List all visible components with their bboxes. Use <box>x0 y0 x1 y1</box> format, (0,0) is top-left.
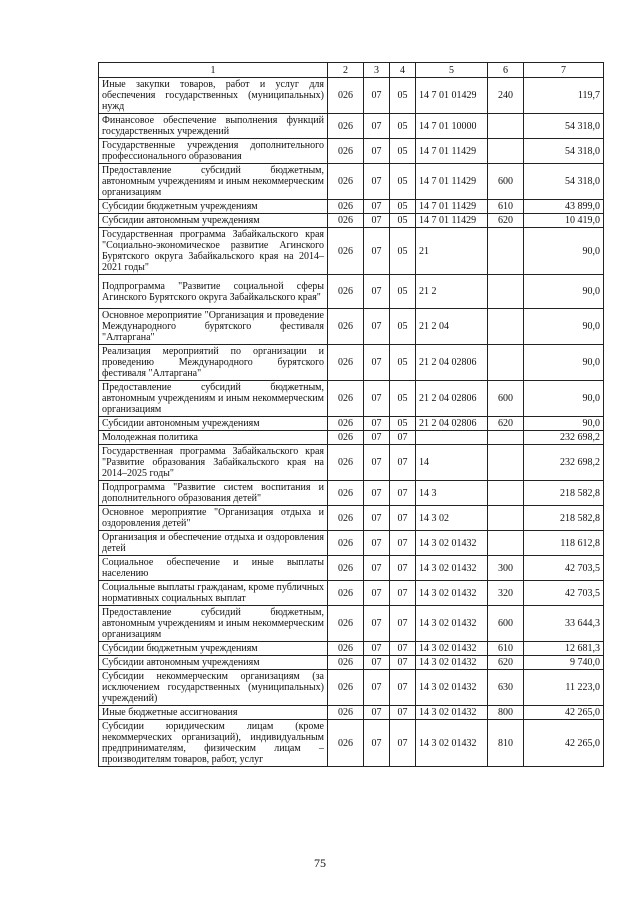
expense-type-code: 300 <box>488 556 524 581</box>
amount: 42 265,0 <box>524 706 604 720</box>
expense-type-code: 800 <box>488 706 524 720</box>
expense-type-code: 240 <box>488 78 524 114</box>
item-name: Субсидии бюджетным учреждениям <box>99 200 328 214</box>
item-name: Молодежная политика <box>99 431 328 445</box>
section-code: 07 <box>364 309 390 345</box>
ministry-code: 026 <box>328 720 364 767</box>
section-code: 07 <box>364 506 390 531</box>
ministry-code: 026 <box>328 114 364 139</box>
target-article-code: 14 7 01 11429 <box>416 214 488 228</box>
table-row <box>99 481 604 506</box>
amount: 43 899,0 <box>524 200 604 214</box>
amount: 54 318,0 <box>524 164 604 200</box>
table-row <box>99 200 604 214</box>
target-article-code: 14 7 01 11429 <box>416 139 488 164</box>
expense-type-code <box>488 431 524 445</box>
ministry-code: 026 <box>328 417 364 431</box>
target-article-code: 21 2 <box>416 275 488 309</box>
subsection-code: 05 <box>390 214 416 228</box>
section-code: 07 <box>364 581 390 606</box>
amount: 90,0 <box>524 381 604 417</box>
expense-type-code: 620 <box>488 417 524 431</box>
item-name: Субсидии бюджетным учреждениям <box>99 642 328 656</box>
ministry-code: 026 <box>328 445 364 481</box>
ministry-code: 026 <box>328 200 364 214</box>
target-article-code: 14 3 02 <box>416 506 488 531</box>
subsection-code: 05 <box>390 345 416 381</box>
expense-type-code <box>488 228 524 275</box>
item-name: Предоставление субсидий бюджетным, автономным учреждениям и иным некоммерческим организациям <box>99 606 328 642</box>
subsection-code: 07 <box>390 531 416 556</box>
amount: 42 265,0 <box>524 720 604 767</box>
target-article-code: 14 3 02 01432 <box>416 656 488 670</box>
amount: 232 698,2 <box>524 445 604 481</box>
amount: 90,0 <box>524 228 604 275</box>
table-row <box>99 431 604 445</box>
amount: 10 419,0 <box>524 214 604 228</box>
amount: 232 698,2 <box>524 431 604 445</box>
amount: 118 612,8 <box>524 531 604 556</box>
item-name: Субсидии автономным учреждениям <box>99 417 328 431</box>
ministry-code: 026 <box>328 606 364 642</box>
table-row <box>99 706 604 720</box>
item-name: Субсидии автономным учреждениям <box>99 214 328 228</box>
item-name: Иные бюджетные ассигнования <box>99 706 328 720</box>
table-row <box>99 139 604 164</box>
table-row <box>99 345 604 381</box>
item-name: Субсидии некоммерческим организациям (за исключением государственных (муниципальных) учреждений) <box>99 670 328 706</box>
subsection-code: 07 <box>390 445 416 481</box>
table-row <box>99 164 604 200</box>
column-header: 7 <box>524 63 604 78</box>
item-name: Социальное обеспечение и иные выплаты населению <box>99 556 328 581</box>
ministry-code: 026 <box>328 506 364 531</box>
subsection-code: 07 <box>390 581 416 606</box>
expense-type-code: 630 <box>488 670 524 706</box>
target-article-code: 14 3 02 01432 <box>416 642 488 656</box>
expense-type-code <box>488 309 524 345</box>
table-row <box>99 275 604 309</box>
amount: 42 703,5 <box>524 556 604 581</box>
section-code: 07 <box>364 431 390 445</box>
expense-type-code <box>488 345 524 381</box>
item-name: Реализация мероприятий по организации и проведению Международного бурятского фестиваля "Алтаргана" <box>99 345 328 381</box>
section-code: 07 <box>364 214 390 228</box>
section-code: 07 <box>364 531 390 556</box>
section-code: 07 <box>364 706 390 720</box>
budget-table <box>98 62 604 767</box>
amount: 54 318,0 <box>524 114 604 139</box>
item-name: Субсидии автономным учреждениям <box>99 656 328 670</box>
section-code: 07 <box>364 78 390 114</box>
ministry-code: 026 <box>328 139 364 164</box>
ministry-code: 026 <box>328 78 364 114</box>
table-row <box>99 720 604 767</box>
ministry-code: 026 <box>328 670 364 706</box>
ministry-code: 026 <box>328 481 364 506</box>
column-header: 6 <box>488 63 524 78</box>
item-name: Организация и обеспечение отдыха и оздоровления детей <box>99 531 328 556</box>
subsection-code: 07 <box>390 431 416 445</box>
section-code: 07 <box>364 670 390 706</box>
section-code: 07 <box>364 345 390 381</box>
item-name: Предоставление субсидий бюджетным, автономным учреждениям и иным некоммерческим организациям <box>99 381 328 417</box>
subsection-code: 07 <box>390 720 416 767</box>
target-article-code: 14 7 01 11429 <box>416 164 488 200</box>
target-article-code: 14 7 01 10000 <box>416 114 488 139</box>
table-row <box>99 506 604 531</box>
item-name: Подпрограмма "Развитие социальной сферы Агинского Бурятского округа Забайкальского края" <box>99 275 328 309</box>
target-article-code: 14 <box>416 445 488 481</box>
subsection-code: 05 <box>390 417 416 431</box>
section-code: 07 <box>364 445 390 481</box>
amount: 33 644,3 <box>524 606 604 642</box>
amount: 54 318,0 <box>524 139 604 164</box>
subsection-code: 07 <box>390 670 416 706</box>
subsection-code: 05 <box>390 78 416 114</box>
table-row <box>99 78 604 114</box>
expense-type-code: 620 <box>488 214 524 228</box>
subsection-code: 05 <box>390 139 416 164</box>
section-code: 07 <box>364 164 390 200</box>
amount: 119,7 <box>524 78 604 114</box>
section-code: 07 <box>364 228 390 275</box>
table-row <box>99 670 604 706</box>
expense-type-code <box>488 531 524 556</box>
table-row <box>99 606 604 642</box>
subsection-code: 05 <box>390 114 416 139</box>
subsection-code: 05 <box>390 164 416 200</box>
subsection-code: 05 <box>390 228 416 275</box>
target-article-code: 21 2 04 <box>416 309 488 345</box>
subsection-code: 07 <box>390 656 416 670</box>
subsection-code: 07 <box>390 606 416 642</box>
item-name: Социальные выплаты гражданам, кроме публичных нормативных социальных выплат <box>99 581 328 606</box>
column-header: 2 <box>328 63 364 78</box>
section-code: 07 <box>364 556 390 581</box>
target-article-code: 14 3 02 01432 <box>416 706 488 720</box>
expense-type-code: 600 <box>488 164 524 200</box>
item-name: Государственные учреждения дополнительного профессионального образования <box>99 139 328 164</box>
subsection-code: 05 <box>390 275 416 309</box>
section-code: 07 <box>364 275 390 309</box>
amount: 42 703,5 <box>524 581 604 606</box>
amount: 218 582,8 <box>524 506 604 531</box>
item-name: Иные закупки товаров, работ и услуг для обеспечения государственных (муниципальных) нужд <box>99 78 328 114</box>
ministry-code: 026 <box>328 164 364 200</box>
ministry-code: 026 <box>328 556 364 581</box>
table-row <box>99 642 604 656</box>
expense-type-code: 620 <box>488 656 524 670</box>
item-name: Финансовое обеспечение выполнения функций государственных учреждений <box>99 114 328 139</box>
ministry-code: 026 <box>328 581 364 606</box>
subsection-code: 07 <box>390 481 416 506</box>
amount: 218 582,8 <box>524 481 604 506</box>
ministry-code: 026 <box>328 214 364 228</box>
table-row <box>99 381 604 417</box>
item-name: Государственная программа Забайкальского края "Развитие образования Забайкальского края на 2014–2025 годы" <box>99 445 328 481</box>
table-row <box>99 581 604 606</box>
item-name: Государственная программа Забайкальского края "Социально-экономическое развитие Агинского Бурятского округа Забайкальского края на 2014–2021 годы" <box>99 228 328 275</box>
subsection-code: 07 <box>390 642 416 656</box>
ministry-code: 026 <box>328 656 364 670</box>
expense-type-code <box>488 275 524 309</box>
target-article-code: 14 3 02 01432 <box>416 531 488 556</box>
item-name: Основное мероприятие "Организация отдыха и оздоровления детей" <box>99 506 328 531</box>
section-code: 07 <box>364 642 390 656</box>
column-header: 5 <box>416 63 488 78</box>
ministry-code: 026 <box>328 275 364 309</box>
amount: 90,0 <box>524 345 604 381</box>
column-header: 1 <box>99 63 328 78</box>
target-article-code: 14 7 01 11429 <box>416 200 488 214</box>
expense-type-code: 600 <box>488 381 524 417</box>
target-article-code: 14 3 02 01432 <box>416 606 488 642</box>
subsection-code: 07 <box>390 706 416 720</box>
target-article-code: 14 7 01 01429 <box>416 78 488 114</box>
amount: 12 681,3 <box>524 642 604 656</box>
ministry-code: 026 <box>328 381 364 417</box>
item-name: Предоставление субсидий бюджетным, автономным учреждениям и иным некоммерческим организациям <box>99 164 328 200</box>
subsection-code: 05 <box>390 381 416 417</box>
section-code: 07 <box>364 139 390 164</box>
target-article-code <box>416 431 488 445</box>
item-name: Субсидии юридическим лицам (кроме некоммерческих организаций), индивидуальным предпринимателям, физическим лицам – производителям товаров, работ, услуг <box>99 720 328 767</box>
item-name: Основное мероприятие "Организация и проведение Международного бурятского фестиваля "Алтаргана" <box>99 309 328 345</box>
expense-type-code <box>488 139 524 164</box>
expense-type-code <box>488 506 524 531</box>
target-article-code: 21 2 04 02806 <box>416 381 488 417</box>
table-row <box>99 309 604 345</box>
column-header: 3 <box>364 63 390 78</box>
expense-type-code: 320 <box>488 581 524 606</box>
page-number: 75 <box>314 856 326 870</box>
section-code: 07 <box>364 417 390 431</box>
table-row <box>99 214 604 228</box>
amount: 11 223,0 <box>524 670 604 706</box>
table-row <box>99 656 604 670</box>
table-row <box>99 556 604 581</box>
table-header-row <box>99 63 604 78</box>
column-header: 4 <box>390 63 416 78</box>
target-article-code: 21 <box>416 228 488 275</box>
section-code: 07 <box>364 481 390 506</box>
target-article-code: 14 3 02 01432 <box>416 556 488 581</box>
section-code: 07 <box>364 381 390 417</box>
subsection-code: 07 <box>390 506 416 531</box>
expense-type-code <box>488 481 524 506</box>
section-code: 07 <box>364 114 390 139</box>
amount: 9 740,0 <box>524 656 604 670</box>
expense-type-code <box>488 445 524 481</box>
ministry-code: 026 <box>328 431 364 445</box>
amount: 90,0 <box>524 309 604 345</box>
table-row <box>99 531 604 556</box>
ministry-code: 026 <box>328 309 364 345</box>
expense-type-code: 610 <box>488 642 524 656</box>
table-row <box>99 114 604 139</box>
ministry-code: 026 <box>328 531 364 556</box>
table-row <box>99 445 604 481</box>
ministry-code: 026 <box>328 706 364 720</box>
amount: 90,0 <box>524 275 604 309</box>
expense-type-code: 610 <box>488 200 524 214</box>
amount: 90,0 <box>524 417 604 431</box>
expense-type-code: 810 <box>488 720 524 767</box>
target-article-code: 14 3 <box>416 481 488 506</box>
ministry-code: 026 <box>328 345 364 381</box>
subsection-code: 05 <box>390 309 416 345</box>
target-article-code: 14 3 02 01432 <box>416 720 488 767</box>
subsection-code: 07 <box>390 556 416 581</box>
target-article-code: 21 2 04 02806 <box>416 345 488 381</box>
item-name: Подпрограмма "Развитие систем воспитания и дополнительного образования детей" <box>99 481 328 506</box>
section-code: 07 <box>364 656 390 670</box>
section-code: 07 <box>364 606 390 642</box>
section-code: 07 <box>364 200 390 214</box>
target-article-code: 14 3 02 01432 <box>416 670 488 706</box>
ministry-code: 026 <box>328 642 364 656</box>
target-article-code: 21 2 04 02806 <box>416 417 488 431</box>
table-row <box>99 417 604 431</box>
table-body <box>99 78 604 767</box>
expense-type-code: 600 <box>488 606 524 642</box>
table-row <box>99 228 604 275</box>
section-code: 07 <box>364 720 390 767</box>
ministry-code: 026 <box>328 228 364 275</box>
subsection-code: 05 <box>390 200 416 214</box>
expense-type-code <box>488 114 524 139</box>
target-article-code: 14 3 02 01432 <box>416 581 488 606</box>
